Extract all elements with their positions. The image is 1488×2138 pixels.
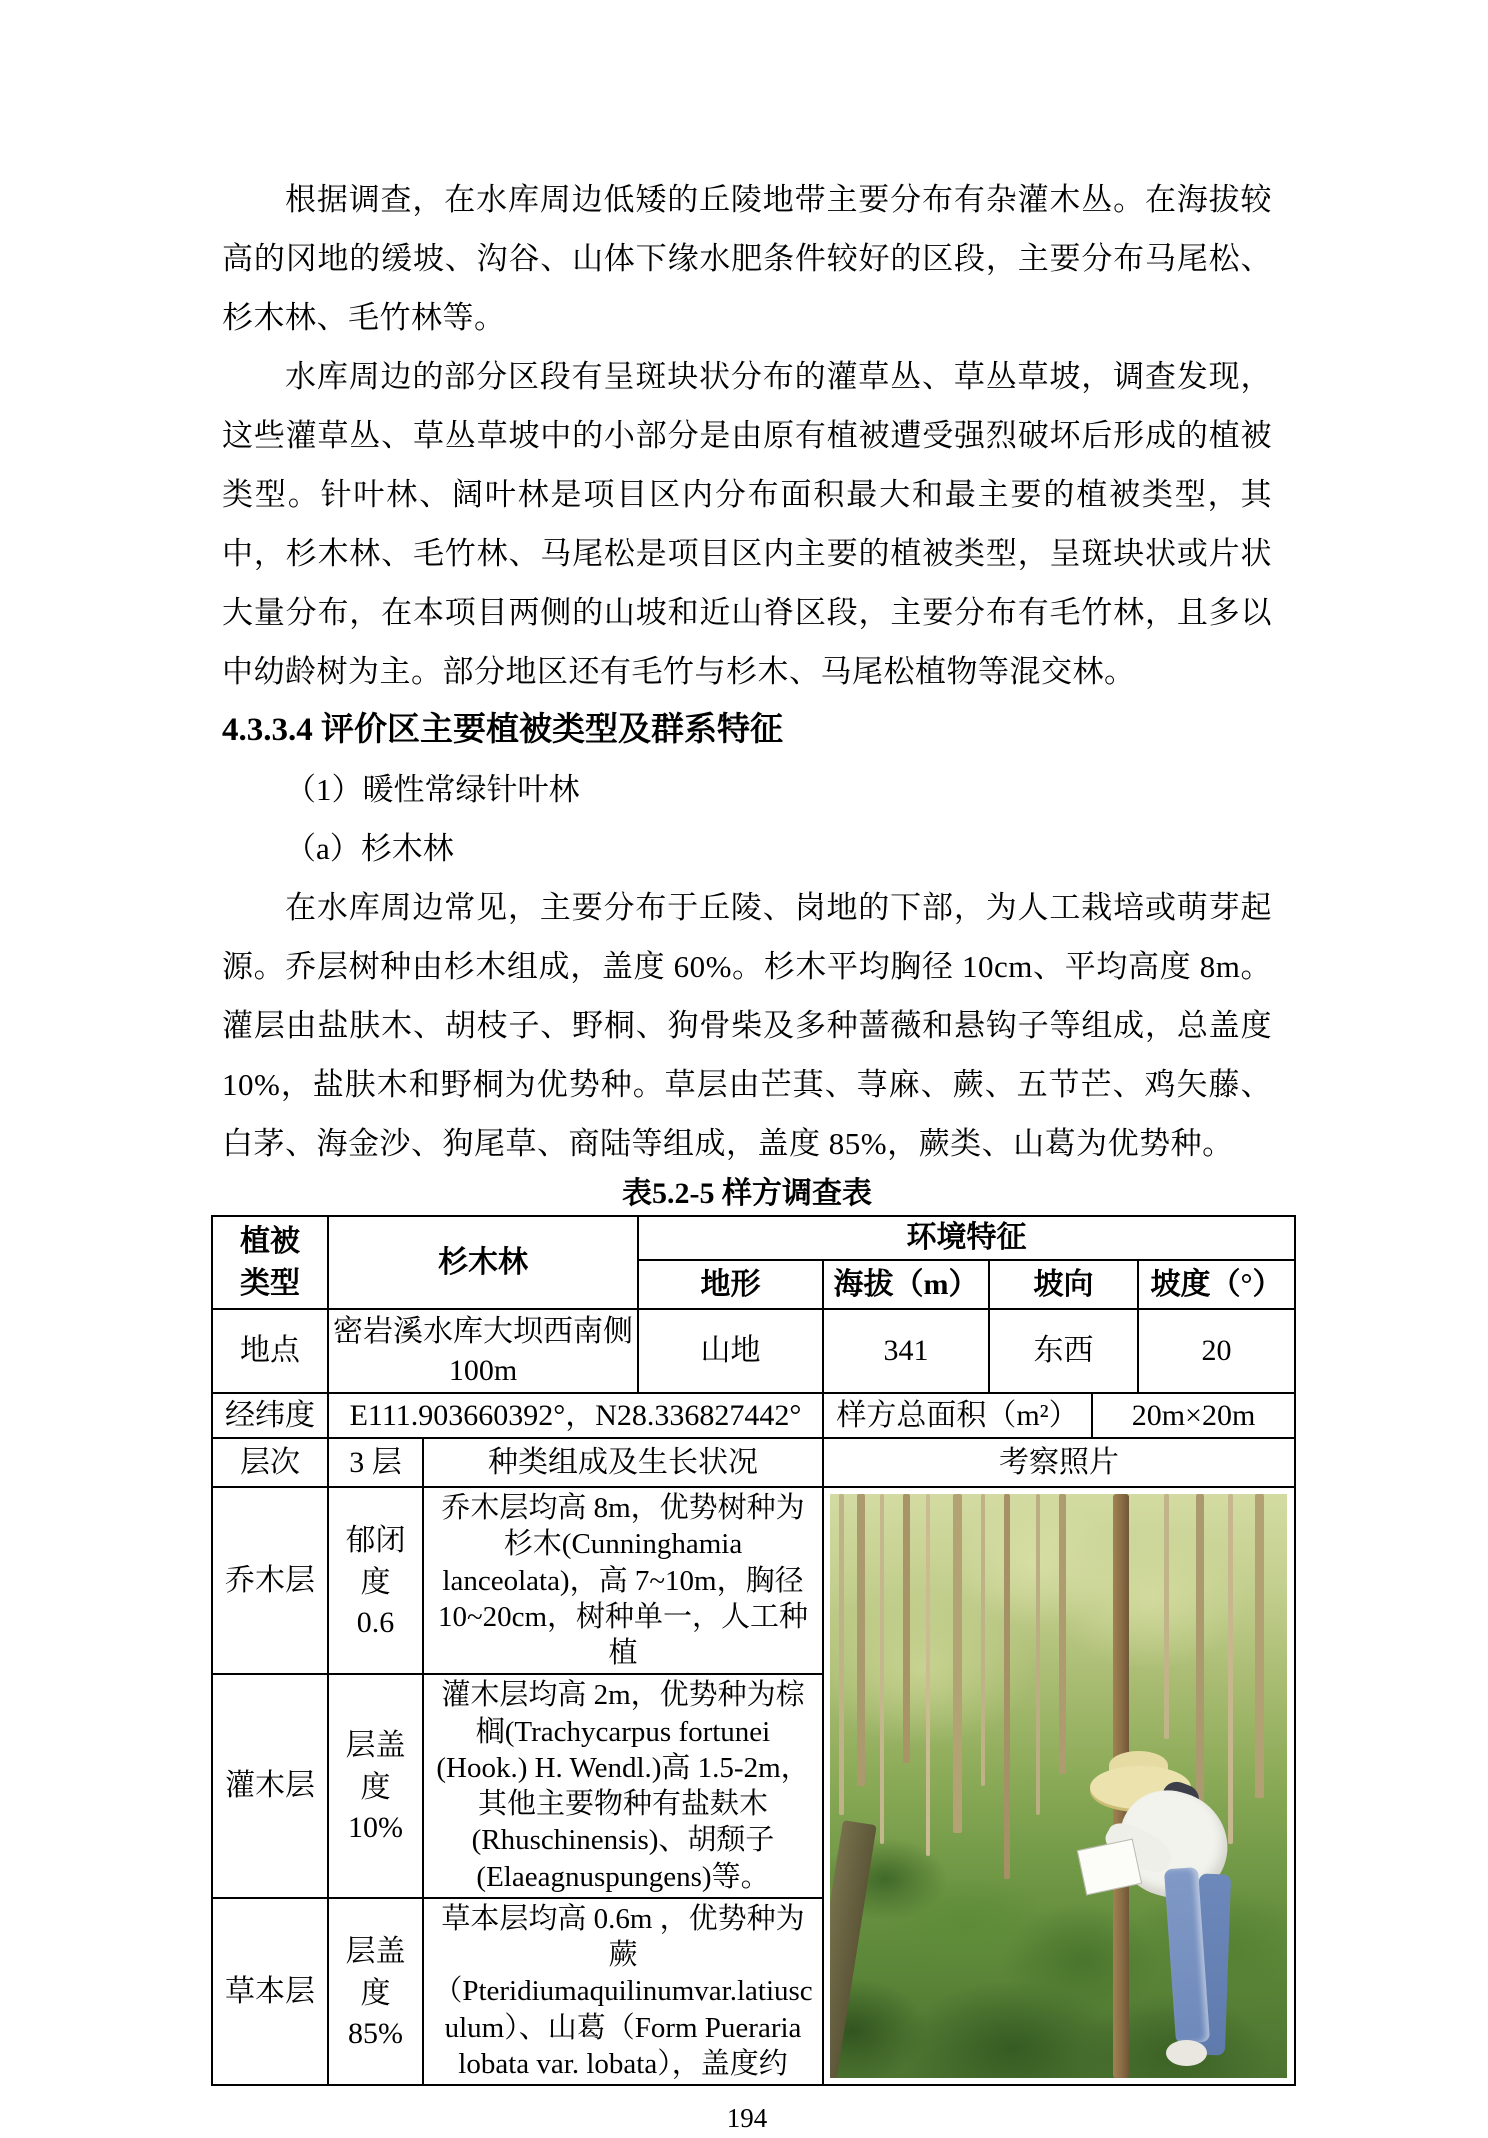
header-forest-name: 杉木林 — [328, 1216, 638, 1309]
list-item-1-coniferous-forest: （1）暖性常绿针叶林 — [285, 772, 580, 807]
coord-label: 经纬度 — [212, 1393, 328, 1438]
header-elevation: 海拔（m） — [823, 1260, 989, 1309]
elevation-value: 341 — [823, 1309, 989, 1393]
herb-layer-label: 草本层 — [212, 1898, 328, 2085]
tree-layer-label: 乔木层 — [212, 1487, 328, 1674]
tree-layer-description: 乔木层均高 8m，优势树种为杉木(Cunninghamia lanceolata)，高 7~10m，胸径 10~20cm，树种单一，人工种植 — [423, 1487, 823, 1674]
table-row — [212, 1438, 1295, 1487]
surveyor-person — [830, 1494, 1287, 2078]
location-label: 地点 — [212, 1309, 328, 1393]
table-caption: 表5.2-5 样方调查表 — [622, 1177, 872, 1210]
shrub-layer-metric: 层盖度 10% — [328, 1674, 423, 1898]
shrub-layer-label: 灌木层 — [212, 1674, 328, 1898]
header-terrain: 地形 — [638, 1260, 823, 1309]
surveyor-shoe — [1166, 2040, 1207, 2066]
table-row — [212, 1393, 1295, 1438]
list-item-a-fir-forest: （a）杉木林 — [285, 831, 454, 866]
header-aspect: 坡向 — [989, 1260, 1138, 1309]
survey-photo-forest — [830, 1494, 1287, 2078]
coord-value: E111.903660392°，N28.336827442° — [328, 1393, 823, 1438]
tree-layer-metric: 郁闭度 0.6 — [328, 1487, 423, 1674]
shrub-layer-description: 灌木层均高 2m，优势种为棕榈(Trachycarpus fortunei (Hook.) H. Wendl.)高 1.5-2m，其他主要物种有盐麸木(Rhuschinensis)、胡颓子(Elaeagnuspungens)等。 — [423, 1674, 823, 1898]
table-row — [212, 1487, 1295, 1674]
survey-notebook — [1077, 1839, 1142, 1896]
paragraph-vegetation-distribution: 水库周边的部分区段有呈斑块状分布的灌草丛、草丛草坡，调查发现，这些灌草丛、草丛草坡中的小部分是由原有植被遭受强烈破坏后形成的植被类型。针叶林、阔叶林是项目区内分布面积最大和最主要的植被类型，其中，杉木林、毛竹林、马尾松是项目区内主要的植被类型，呈斑块状或片状大量分布，在本项目两侧的山坡和近山脊区段，主要分布有毛竹林，且多以中幼龄树为主。部分地区还有毛竹与杉木、马尾松植物等混交林。 — [222, 359, 1272, 689]
header-slope: 坡度（°） — [1138, 1260, 1295, 1309]
header-env-features: 环境特征 — [638, 1216, 1295, 1260]
section-heading-4334: 4.3.3.4 评价区主要植被类型及群系特征 — [222, 712, 783, 748]
sample-plot-survey-table — [211, 1215, 1296, 2086]
location-value: 密岩溪水库大坝西南侧100m — [328, 1309, 638, 1393]
terrain-value: 山地 — [638, 1309, 823, 1393]
layer-header-label: 层次 — [212, 1438, 328, 1487]
photo-header: 考察照片 — [823, 1438, 1295, 1487]
table-row — [212, 1216, 1295, 1260]
aspect-value: 东西 — [989, 1309, 1138, 1393]
paragraph-fir-forest-description: 在水库周边常见，主要分布于丘陵、岗地的下部，为人工栽培或萌芽起源。乔层树种由杉木组成，盖度 60%。杉木平均胸径 10cm、平均高度 8m。灌层由盐肤木、胡枝子、野桐、狗骨柴及多种蔷薇和悬钩子等组成，总盖度 10%，盐肤木和野桐为优势种。草层由芒萁、荨麻、蕨、五节芒、鸡矢藤、白茅、海金沙、狗尾草、商陆等组成，盖度 85%，蕨类、山葛为优势种。 — [222, 890, 1272, 1161]
table-row — [212, 1309, 1295, 1393]
page-number: 194 — [726, 2103, 768, 2133]
plot-area-value: 20m×20m — [1092, 1393, 1295, 1438]
header-veg-type: 植被类型 — [212, 1216, 328, 1309]
herb-layer-metric: 层盖度 85% — [328, 1898, 423, 2085]
paragraph-survey-overview: 根据调查，在水库周边低矮的丘陵地带主要分布有杂灌木丛。在海拔较高的冈地的缓坡、沟谷、山体下缘水肥条件较好的区段，主要分布马尾松、杉木林、毛竹林等。 — [222, 182, 1272, 335]
survey-photo-cell — [823, 1487, 1295, 2085]
plot-area-label: 样方总面积（m²） — [823, 1393, 1092, 1438]
slope-value: 20 — [1138, 1309, 1295, 1393]
layer-count: 3 层 — [328, 1438, 423, 1487]
composition-header: 种类组成及生长状况 — [423, 1438, 823, 1487]
herb-layer-description: 草本层均高 0.6m ，优势种为蕨（Pteridiumaquilinumvar.latiusculum）、山葛（Form Pueraria lobata var. lobata），盖度约 — [423, 1898, 823, 2085]
